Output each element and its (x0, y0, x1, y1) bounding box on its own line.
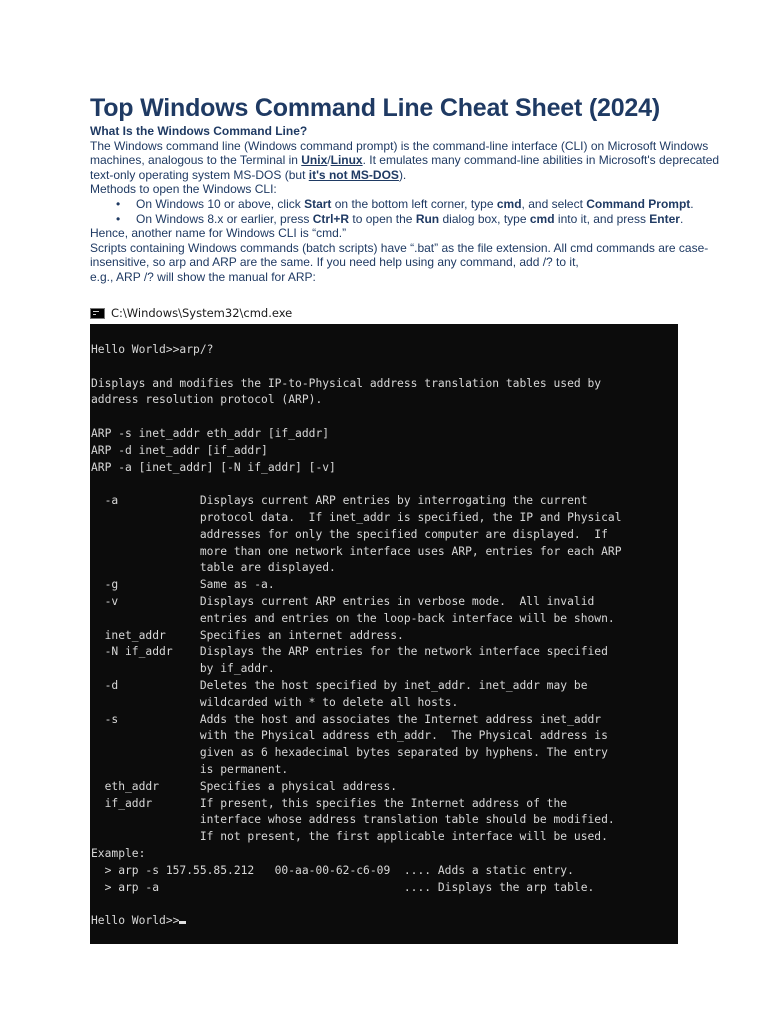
bullet-text: into it, and press (554, 211, 650, 226)
methods-label: Methods to open the Windows CLI: (90, 182, 277, 197)
terminal-line: by if_addr. (91, 662, 275, 676)
terminal-line: Displays and modifies the IP-to-Physical address translation tables used by (91, 376, 602, 390)
section-heading: What Is the Windows Command Line? (90, 124, 308, 138)
key-ctrl-r: Ctrl+R (312, 211, 350, 226)
terminal-line: entries and entries on the loop-back interface will be shown. (91, 611, 615, 625)
terminal-screen (90, 324, 678, 944)
bullet-text: . (679, 211, 684, 226)
terminal-line: -s Adds the host and associates the Internet address inet_addr (91, 712, 602, 726)
terminal-line: Hello World>> (91, 913, 678, 930)
terminal-line: address resolution protocol (ARP). (91, 393, 323, 407)
terminal-line: -a Displays current ARP entries by interrogating the current (91, 494, 588, 508)
bullet-icon: • (116, 196, 121, 211)
terminal-line: protocol data. If inet_addr is specified, the IP and Physical (91, 510, 622, 524)
terminal-line: > arp -a .... Displays the arp table. (91, 880, 595, 894)
terminal-line: table are displayed. (91, 561, 336, 575)
terminal-line: given as 6 hexadecimal bytes separated by hyphens. The entry (91, 746, 608, 760)
window-title: C:\Windows\System32\cmd.exe (111, 306, 293, 320)
example-intro: e.g., ARP /? will show the manual for ARP: (90, 269, 316, 284)
list-item (116, 211, 720, 227)
terminal-line: more than one network interface uses ARP, entries for each ARP (91, 544, 622, 558)
terminal-line: ARP -s inet_addr eth_addr [if_addr] (91, 426, 330, 440)
bullet-text: . (690, 196, 694, 211)
terminal-line: Hello World>>arp/? (91, 343, 214, 356)
bullet-text: On Windows 10 or above, click (136, 196, 305, 211)
terminal-line: > arp -s 157.55.85.212 00-aa-00-62-c6-09 .... Adds a static entry. (91, 863, 574, 877)
list-item (116, 196, 720, 212)
bullet-text: on the bottom left corner, type (331, 196, 497, 211)
page-title: Top Windows Command Line Cheat Sheet (2024) (90, 94, 660, 122)
terminal-line: -g Same as -a. (91, 578, 275, 592)
key-cmd: cmd (496, 196, 522, 211)
hence-paragraph: Hence, another name for Windows CLI is “cmd.” (90, 226, 347, 241)
terminal-line: -N if_addr Displays the ARP entries for the network interface specified (91, 645, 608, 659)
bullet-text: dialog box, type (439, 211, 530, 226)
intro-text-1: The Windows command line (Windows command prompt) is the command-line interface (CLI) on Microsoft Windows machines, analogous to the Terminal in (90, 138, 709, 168)
cursor-icon (179, 921, 186, 924)
terminal-line: is permanent. (91, 762, 289, 776)
cmd-icon (90, 308, 105, 319)
key-enter: Enter (649, 211, 680, 226)
terminal-line: addresses for only the specified computer are displayed. If (91, 527, 608, 541)
terminal-line: wildcarded with * to delete all hosts. (91, 695, 459, 709)
terminal-line: interface whose address translation table should be modified. (91, 813, 615, 827)
terminal-line (91, 409, 678, 426)
intro-text-3: ). (398, 167, 407, 182)
terminal-line: if_addr If present, this specifies the Internet address of the (91, 796, 568, 810)
document-body (90, 92, 720, 285)
terminal-line: with the Physical address eth_addr. The Physical address is (91, 729, 608, 743)
bullet-text: , and select (521, 196, 587, 211)
key-cmd: cmd (529, 211, 555, 226)
terminal-line: -d Deletes the host specified by inet_addr. inet_addr may be (91, 678, 588, 692)
terminal-line: ARP -d inet_addr [if_addr] (91, 443, 268, 457)
terminal-line: inet_addr Specifies an internet address. (91, 628, 404, 642)
bullet-text: On Windows 8.x or earlier, press (136, 211, 313, 226)
bullet-text: to open the (349, 211, 416, 226)
terminal-line (91, 359, 678, 376)
terminal-line: eth_addr Specifies a physical address. (91, 779, 398, 793)
unix-link[interactable]: Unix (301, 153, 328, 168)
terminal-line: -v Displays current ARP entries in verbose mode. All invalid (91, 594, 595, 608)
intro-slash: / (327, 153, 331, 168)
terminal-line (91, 896, 678, 913)
terminal-line: Example: (91, 846, 146, 860)
intro-text-2: . It emulates many command-line abilities in Microsoft's deprecated text-only operating system MS-DOS (but (90, 153, 720, 182)
terminal-line: If not present, the first applicable interface will be used. (91, 830, 608, 844)
key-start: Start (304, 196, 332, 211)
terminal-line (91, 476, 678, 493)
key-run: Run (415, 211, 440, 226)
key-command-prompt: Command Prompt (586, 196, 691, 211)
methods-list (90, 197, 720, 226)
intro-paragraph (90, 139, 720, 183)
cmd-window-titlebar (90, 304, 292, 322)
bullet-icon: • (116, 211, 121, 226)
linux-link[interactable]: Linux (330, 153, 363, 168)
terminal-line: ARP -a [inet_addr] [-N if_addr] [-v] (91, 460, 336, 474)
not-msdos-link[interactable]: it's not MS-DOS (308, 167, 399, 182)
scripts-paragraph: Scripts containing Windows commands (batch scripts) have “.bat” as the file extension. All cmd commands are case-insensitive, so arp and ARP are the same. If you need help using any command, add /? to it, (90, 240, 709, 270)
